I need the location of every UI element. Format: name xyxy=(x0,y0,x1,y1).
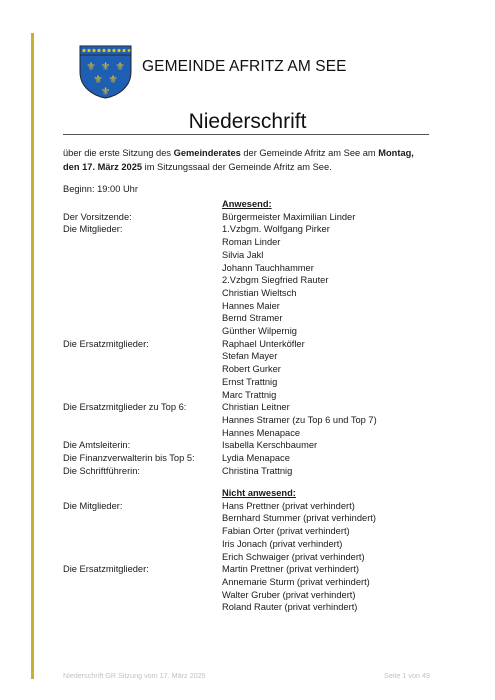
attendance-row xyxy=(0,223,495,236)
person-name: Hans Prettner (privat verhindert) xyxy=(222,500,355,511)
person-name: 2.Vzbgm Siegfried Rauter xyxy=(222,275,329,286)
attendance-row xyxy=(0,589,495,602)
role-label: Die Finanzverwalterin bis Top 5: xyxy=(63,453,195,463)
person-name: Robert Gurker xyxy=(222,364,281,375)
attendance-row xyxy=(0,563,495,576)
attendance-row xyxy=(0,287,495,300)
section-heading: Anwesend: xyxy=(222,199,272,209)
person-name: Hannes Stramer (zu Top 6 und Top 7) xyxy=(222,414,377,425)
attendance-row xyxy=(0,500,495,513)
attendance-row xyxy=(0,300,495,313)
attendance-row xyxy=(0,427,495,440)
person-name: Erich Schwaiger (privat verhindert) xyxy=(222,551,365,562)
attendance-row xyxy=(0,401,495,414)
person-name: Stefan Mayer xyxy=(222,351,278,362)
footer-page-number: Seite 1 von 49 xyxy=(384,671,430,680)
svg-text:⚜: ⚜ xyxy=(108,73,118,86)
intro-paragraph: über die erste Sitzung des Gemeinderates der Gemeinde Afritz am See am Montag, den 17. März 2025 im Sitzungssaal der Gemeinde Afritz am See. xyxy=(63,148,414,172)
attendance-row xyxy=(0,211,495,224)
municipality-name: GEMEINDE AFRITZ AM SEE xyxy=(142,58,347,75)
role-label: Die Ersatzmitglieder: xyxy=(63,338,149,349)
attendance-row xyxy=(0,439,495,452)
person-name: Silvia Jakl xyxy=(222,249,264,260)
svg-text:⚜: ⚜ xyxy=(115,60,125,73)
person-name: Hannes Maier xyxy=(222,300,280,311)
attendance-row xyxy=(0,363,495,376)
attendance-row xyxy=(0,389,495,402)
meeting-start-time: Beginn: 19:00 Uhr xyxy=(63,184,138,194)
person-name: Marc Trattnig xyxy=(222,389,277,400)
person-name: Roman Linder xyxy=(222,237,281,248)
svg-text:⚜: ⚜ xyxy=(93,73,103,86)
person-name: Annemarie Sturm (privat verhindert) xyxy=(222,576,370,587)
attendance-row xyxy=(0,262,495,275)
coat-of-arms-icon xyxy=(78,44,133,99)
attendance-row xyxy=(0,249,495,262)
person-name: Hannes Menapace xyxy=(222,427,301,438)
role-label: Die Mitglieder: xyxy=(63,500,123,511)
person-name: Iris Jonach (privat verhindert) xyxy=(222,538,343,549)
attendance-row xyxy=(0,414,495,427)
role-label: Die Mitglieder: xyxy=(63,224,123,235)
person-name: Roland Rauter (privat verhindert) xyxy=(222,602,358,613)
person-name: Johann Tauchhammer xyxy=(222,262,314,273)
attendance-row xyxy=(0,512,495,525)
attendance-row xyxy=(0,325,495,338)
attendance-row xyxy=(0,198,495,211)
attendance-row xyxy=(0,538,495,551)
footer-document-info: Niederschrift GR Sitzung vom 17. März 2025 xyxy=(63,671,206,680)
person-name: Bürgermeister Maximilian Linder xyxy=(222,211,356,222)
person-name: Lydia Menapace xyxy=(222,453,290,463)
person-name: Christian Leitner xyxy=(222,402,290,413)
person-name: Martin Prettner (privat verhindert) xyxy=(222,564,359,575)
role-label: Die Ersatzmitglieder zu Top 6: xyxy=(63,402,187,413)
person-name: Ernst Trattnig xyxy=(222,376,278,387)
attendance-row xyxy=(0,551,495,564)
person-name: Christina Trattnig xyxy=(222,465,293,476)
attendance-row xyxy=(0,236,495,249)
attendance-row xyxy=(0,376,495,389)
attendance-row xyxy=(0,452,495,465)
person-name: Raphael Unterköfler xyxy=(222,338,305,349)
person-name: Günther Wilpernig xyxy=(222,326,297,336)
person-name: Fabian Orter (privat verhindert) xyxy=(222,526,350,537)
role-label: Die Schriftführerin: xyxy=(63,465,140,476)
person-name: Walter Gruber (privat verhindert) xyxy=(222,589,356,600)
title-divider xyxy=(63,134,429,135)
svg-text:⚜: ⚜ xyxy=(100,85,111,98)
attendance-row xyxy=(0,350,495,363)
role-label: Die Ersatzmitglieder: xyxy=(63,564,149,575)
attendance-row xyxy=(0,525,495,538)
attendance-row xyxy=(0,487,495,500)
attendance-row xyxy=(0,465,495,478)
person-name: Bernd Stramer xyxy=(222,313,283,324)
attendance-row xyxy=(0,576,495,589)
svg-text:⚜: ⚜ xyxy=(86,60,96,73)
document-title: Niederschrift xyxy=(188,110,307,133)
attendance-row xyxy=(0,338,495,351)
person-name: 1.Vzbgm. Wolfgang Pirker xyxy=(222,224,330,235)
person-name: Isabella Kerschbaumer xyxy=(222,440,318,451)
role-label: Die Amtsleiterin: xyxy=(63,440,131,451)
person-name: Christian Wieltsch xyxy=(222,287,297,298)
section-heading: Nicht anwesend: xyxy=(222,488,296,498)
person-name: Bernhard Stummer (privat verhindert) xyxy=(222,513,376,524)
attendance-row xyxy=(0,601,495,614)
svg-text:⚜: ⚜ xyxy=(100,60,111,73)
attendance-row xyxy=(0,312,495,325)
attendance-row xyxy=(0,274,495,287)
role-label: Der Vorsitzende: xyxy=(63,211,132,222)
